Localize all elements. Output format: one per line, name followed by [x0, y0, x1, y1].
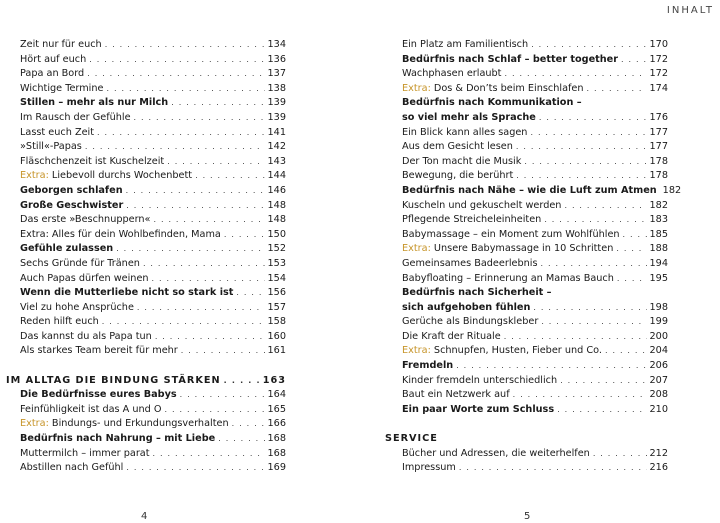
- extra-prefix: Extra:: [20, 418, 49, 430]
- toc-entry-title: sich aufgehoben fühlen: [402, 301, 531, 313]
- leader-dots: [155, 330, 265, 345]
- leader-dots: [544, 213, 646, 228]
- toc-section-heading: [385, 432, 668, 447]
- page-number-right: 5: [524, 511, 531, 522]
- leader-dots: [126, 199, 264, 214]
- toc-entry[interactable]: [402, 374, 668, 389]
- toc-entry-page: 172: [649, 68, 668, 80]
- toc-entry-page: 161: [267, 345, 286, 357]
- toc-entry[interactable]: [402, 53, 668, 68]
- toc-entry-page: 204: [649, 345, 668, 357]
- toc-entry-title: Bedürfnis nach Schlaf – better together: [402, 53, 619, 65]
- toc-entry[interactable]: [20, 67, 286, 82]
- toc-entry-title: Der Ton macht die Musik: [402, 155, 522, 167]
- toc-entry-page: 152: [267, 243, 286, 255]
- toc-entry-title: Ein paar Worte zum Schluss: [402, 403, 555, 415]
- toc-entry-page: 137: [267, 68, 286, 80]
- toc-entry[interactable]: [20, 96, 286, 111]
- toc-entry-page: 158: [267, 316, 286, 328]
- leader-dots: [153, 213, 264, 228]
- leader-dots: [236, 286, 264, 301]
- toc-entry[interactable]: [20, 155, 286, 170]
- leader-dots: [564, 199, 646, 214]
- toc-right-column: [385, 38, 682, 476]
- toc-entry-title: Kuscheln und gekuschelt werden: [402, 199, 562, 211]
- toc-entry-title: Bedürfnis nach Kommunikation –: [402, 97, 582, 109]
- toc-entry-page: 195: [649, 272, 668, 284]
- section-page: 163: [262, 374, 286, 386]
- toc-entry-page: 139: [267, 97, 286, 109]
- toc-entry-title: Feinfühligkeit ist das A und O: [20, 403, 162, 415]
- toc-entry[interactable]: [402, 155, 668, 170]
- toc-entry-page: 138: [267, 82, 286, 94]
- toc-entry-title: Sechs Gründe für Tränen: [20, 257, 140, 269]
- toc-entry[interactable]: [20, 461, 286, 476]
- toc-entry-page: 148: [267, 214, 286, 226]
- toc-entry[interactable]: [402, 67, 668, 82]
- toc-entry[interactable]: [402, 96, 668, 111]
- toc-entry-title: Zeit nur für euch: [20, 39, 102, 50]
- toc-entry[interactable]: [402, 403, 668, 418]
- toc-entry-title: Muttermilch – immer parat: [20, 447, 150, 459]
- leader-dots: [621, 53, 646, 68]
- toc-entry[interactable]: [402, 213, 668, 228]
- leader-dots: [126, 184, 265, 199]
- leader-dots: [531, 38, 646, 53]
- leader-dots: [513, 388, 647, 403]
- toc-entry-page: 182: [662, 184, 682, 196]
- leader-dots: [224, 374, 260, 389]
- toc-entry-page: 157: [267, 301, 286, 313]
- toc-entry-title: Stillen – mehr als nur Milch: [20, 97, 169, 109]
- leader-dots: [605, 344, 647, 359]
- leader-dots: [516, 169, 646, 184]
- leader-dots: [593, 447, 647, 462]
- toc-entry-title: Geborgen schlafen: [20, 184, 123, 196]
- leader-dots: [165, 403, 265, 418]
- toc-entry-page: 200: [649, 330, 668, 342]
- toc-entry[interactable]: [402, 388, 668, 403]
- toc-entry-title: Das kannst du als Papa tun: [20, 330, 152, 342]
- section-title: SERVICE: [385, 433, 438, 445]
- leader-dots: [181, 344, 265, 359]
- toc-entry-title: Bücher und Adressen, die weiterhelfen: [402, 447, 590, 459]
- toc-entry-title: Fläschchenzeit ist Kuschelzeit: [20, 155, 165, 167]
- leader-dots: [232, 417, 265, 432]
- toc-entry-title: Viel zu hohe Ansprüche: [20, 301, 134, 313]
- leader-dots: [557, 403, 646, 418]
- toc-entry-text: Dos & Don’ts beim Einschlafen: [430, 82, 584, 94]
- toc-entry[interactable]: [20, 199, 286, 214]
- leader-dots: [171, 96, 264, 111]
- toc-entry[interactable]: [20, 272, 286, 287]
- toc-entry-title: [402, 344, 602, 359]
- leader-dots: [167, 155, 264, 170]
- toc-entry-page: 212: [649, 447, 668, 459]
- toc-entry-page: 144: [267, 170, 286, 182]
- toc-entry[interactable]: [20, 140, 286, 155]
- toc-entry-page: 168: [267, 433, 286, 445]
- toc-entry-title: Babymassage – ein Moment zum Wohlfühlen: [402, 228, 620, 240]
- toc-entry-page: 199: [649, 316, 668, 328]
- toc-entry-page: 177: [649, 141, 668, 153]
- extra-prefix: Extra:: [20, 170, 49, 182]
- toc-entry[interactable]: [402, 286, 668, 301]
- toc-entry-title: Die Kraft der Rituale: [402, 330, 501, 342]
- toc-entry[interactable]: [20, 82, 286, 97]
- leader-dots: [541, 315, 646, 330]
- toc-entry[interactable]: [20, 242, 286, 257]
- toc-entry-title: Große Geschwister: [20, 199, 124, 211]
- leader-dots: [106, 82, 264, 97]
- toc-entry[interactable]: [20, 184, 286, 199]
- toc-entry-title: Kinder fremdeln unterschiedlich: [402, 374, 558, 386]
- toc-entry-page: 178: [649, 155, 668, 167]
- leader-dots: [195, 169, 264, 184]
- leader-dots: [126, 461, 264, 476]
- toc-entry-page: 206: [649, 360, 668, 372]
- extra-prefix: Extra:: [402, 82, 431, 94]
- toc-entry-title: Lasst euch Zeit: [20, 126, 95, 138]
- leader-dots: [143, 257, 265, 272]
- toc-entry-page: 170: [649, 39, 668, 50]
- toc-entry[interactable]: [402, 140, 668, 155]
- toc-entry[interactable]: [402, 344, 668, 359]
- toc-entry-page: 182: [649, 199, 668, 211]
- leader-dots: [459, 461, 647, 476]
- toc-entry[interactable]: [20, 403, 286, 418]
- toc-entry-title: Wachphasen erlaubt: [402, 68, 502, 80]
- toc-entry-title: Extra: Alles für dein Wohlbefinden, Mama: [20, 228, 221, 240]
- toc-entry-page: 178: [649, 170, 668, 182]
- toc-entry-page: 164: [267, 389, 286, 401]
- toc-entry[interactable]: [402, 242, 668, 257]
- toc-entry[interactable]: [20, 286, 286, 301]
- toc-entry-page: 176: [649, 111, 668, 123]
- toc-entry-title: Bedürfnis nach Sicherheit –: [402, 287, 552, 299]
- toc-entry-page: 136: [267, 53, 286, 65]
- toc-entry[interactable]: [402, 257, 668, 272]
- toc-entry-title: Ein Blick kann alles sagen: [402, 126, 528, 138]
- toc-entry-title: Baut ein Netzwerk auf: [402, 389, 510, 401]
- toc-entry[interactable]: [20, 213, 286, 228]
- toc-entry-title: [20, 169, 192, 184]
- toc-left-list-a: [20, 38, 286, 359]
- toc-section-heading[interactable]: [6, 374, 286, 389]
- toc-entry[interactable]: [20, 38, 286, 53]
- toc-entry-page: 148: [267, 199, 286, 211]
- toc-left-list-b: [20, 388, 286, 476]
- header-title: INHALT: [666, 5, 714, 16]
- toc-entry-title: Fremdeln: [402, 360, 454, 372]
- toc-entry-page: 210: [649, 403, 668, 415]
- page-number-left: 4: [141, 511, 148, 522]
- toc-entry-page: 134: [267, 39, 286, 50]
- toc-entry[interactable]: [402, 126, 668, 141]
- leader-dots: [105, 38, 265, 53]
- toc-entry[interactable]: [402, 38, 668, 53]
- leader-dots: [224, 228, 265, 243]
- section-title: IM ALLTAG DIE BINDUNG STÄRKEN: [6, 374, 221, 386]
- toc-entry-page: 142: [267, 141, 286, 153]
- leader-dots: [616, 242, 646, 257]
- leader-dots: [504, 330, 647, 345]
- toc-entry-text: Schnupfen, Husten, Fieber und Co.: [430, 345, 602, 357]
- toc-entry-page: 143: [267, 155, 286, 167]
- leader-dots: [623, 228, 647, 243]
- toc-entry[interactable]: [402, 301, 668, 316]
- toc-entry[interactable]: [20, 301, 286, 316]
- leader-dots: [541, 257, 647, 272]
- toc-entry[interactable]: [402, 199, 668, 214]
- toc-entry-page: 198: [649, 301, 668, 313]
- leader-dots: [560, 374, 646, 389]
- toc-entry-title: so viel mehr als Sprache: [402, 111, 536, 123]
- toc-entry-page: 156: [267, 287, 286, 299]
- toc-entry-title: Gemeinsames Badeerlebnis: [402, 257, 538, 269]
- leader-dots: [97, 126, 264, 141]
- toc-entry[interactable]: [20, 53, 286, 68]
- leader-dots: [85, 140, 265, 155]
- toc-entry-page: 194: [649, 257, 668, 269]
- toc-entry-page: 150: [267, 228, 286, 240]
- leader-dots: [87, 67, 264, 82]
- extra-prefix: Extra:: [402, 345, 431, 357]
- toc-left-column: [6, 38, 286, 476]
- leader-dots: [152, 272, 265, 287]
- toc-entry[interactable]: [20, 344, 286, 359]
- toc-entry-page: 169: [267, 462, 286, 474]
- toc-entry-title: Papa an Bord: [20, 68, 85, 80]
- toc-entry[interactable]: [20, 126, 286, 141]
- toc-entry-page: 183: [649, 214, 668, 226]
- toc-entry-text: Liebevoll durchs Wochenbett: [48, 170, 193, 182]
- leader-dots: [153, 447, 265, 462]
- toc-entry-page: 165: [267, 403, 286, 415]
- toc-entry-page: 188: [649, 243, 668, 255]
- toc-entry-title: Gerüche als Bindungskleber: [402, 316, 539, 328]
- toc-entry-title: Reden hilft euch: [20, 316, 99, 328]
- toc-entry-page: 216: [649, 462, 668, 474]
- toc-entry-title: Gefühle zulassen: [20, 243, 114, 255]
- toc-entry[interactable]: [20, 447, 286, 462]
- leader-dots: [539, 111, 647, 126]
- toc-entry[interactable]: [402, 184, 682, 199]
- toc-entry-title: Das erste »Beschnuppern«: [20, 214, 151, 226]
- leader-dots: [504, 67, 646, 82]
- toc-entry[interactable]: [402, 228, 668, 243]
- toc-entry[interactable]: [402, 111, 668, 126]
- toc-entry[interactable]: [402, 330, 668, 345]
- toc-right-list-b: [402, 447, 668, 476]
- toc-entry-page: 153: [267, 257, 286, 269]
- toc-entry-title: Impressum: [402, 462, 456, 474]
- toc-entry-page: 185: [649, 228, 668, 240]
- toc-entry[interactable]: [402, 461, 668, 476]
- toc-entry-title: Pflegende Streicheleinheiten: [402, 214, 542, 226]
- toc-entry[interactable]: [402, 447, 668, 462]
- leader-dots: [617, 272, 647, 287]
- toc-entry-title: [20, 417, 229, 432]
- toc-entry[interactable]: [402, 272, 668, 287]
- extra-prefix: Extra:: [402, 243, 431, 255]
- toc-entry[interactable]: [402, 315, 668, 330]
- toc-entry[interactable]: [20, 417, 286, 432]
- toc-entry-title: [402, 82, 584, 97]
- toc-entry-title: Bedürfnis nach Nähe – wie die Luft zum Atmen: [402, 184, 657, 196]
- toc-entry-text: Bindungs- und Erkundungsverhalten: [48, 418, 229, 430]
- toc-entry[interactable]: [402, 169, 668, 184]
- toc-entry-page: 146: [267, 184, 286, 196]
- leader-dots: [134, 111, 265, 126]
- toc-entry[interactable]: [20, 228, 286, 243]
- toc-entry-title: Wichtige Termine: [20, 82, 104, 94]
- toc-entry-title: Als starkes Team bereit für mehr: [20, 345, 178, 357]
- toc-entry-title: Wenn die Mutterliebe nicht so stark ist: [20, 287, 234, 299]
- toc-entry[interactable]: [20, 315, 286, 330]
- leader-dots: [524, 155, 646, 170]
- toc-entry-page: 172: [649, 53, 668, 65]
- toc-entry-title: Bedürfnis nach Nahrung – mit Liebe: [20, 433, 216, 445]
- toc-entry-page: 166: [267, 418, 286, 430]
- leader-dots: [180, 388, 265, 403]
- toc-entry[interactable]: [402, 82, 668, 97]
- toc-entry-page: 174: [649, 82, 668, 94]
- leader-dots: [516, 140, 647, 155]
- toc-entry-page: 139: [267, 111, 286, 123]
- toc-entry[interactable]: [402, 359, 668, 374]
- toc-entry[interactable]: [20, 169, 286, 184]
- toc-entry-page: 141: [267, 126, 286, 138]
- toc-right-list-a: [402, 38, 682, 417]
- toc-entry-title: Aus dem Gesicht lesen: [402, 141, 513, 153]
- toc-entry-title: Babyfloating – Erinnerung an Mamas Bauch: [402, 272, 614, 284]
- toc-entry-page: 168: [267, 447, 286, 459]
- toc-entry-page: 208: [649, 389, 668, 401]
- leader-dots: [530, 126, 646, 141]
- toc-entry-title: Ein Platz am Familientisch: [402, 39, 529, 50]
- toc-entry-title: Abstillen nach Gefühl: [20, 462, 124, 474]
- toc-entry-text: Unsere Babymassage in 10 Schritten: [430, 243, 614, 255]
- toc-entry[interactable]: [20, 330, 286, 345]
- leader-dots: [533, 301, 646, 316]
- toc-entry[interactable]: [20, 111, 286, 126]
- toc-entry[interactable]: [20, 388, 286, 403]
- leader-dots: [137, 301, 265, 316]
- toc-entry-title: Auch Papas dürfen weinen: [20, 272, 149, 284]
- toc-entry-title: [402, 242, 613, 257]
- toc-entry-title: Im Rausch der Gefühle: [20, 111, 131, 123]
- leader-dots: [218, 432, 264, 447]
- toc-entry-page: 160: [267, 330, 286, 342]
- toc-entry-title: Hört auf euch: [20, 53, 87, 65]
- toc-entry-page: 207: [649, 374, 668, 386]
- toc-entry-title: »Still«-Papas: [20, 141, 82, 153]
- leader-dots: [116, 242, 264, 257]
- leader-dots: [89, 53, 264, 68]
- toc-entry[interactable]: [20, 257, 286, 272]
- toc-entry-page: 177: [649, 126, 668, 138]
- toc-entry[interactable]: [20, 432, 286, 447]
- toc-entry-title: Bewegung, die berührt: [402, 170, 514, 182]
- leader-dots: [587, 82, 647, 97]
- toc-entry-page: 154: [267, 272, 286, 284]
- leader-dots: [456, 359, 646, 374]
- leader-dots: [102, 315, 265, 330]
- toc-entry-title: Die Bedürfnisse eures Babys: [20, 389, 177, 401]
